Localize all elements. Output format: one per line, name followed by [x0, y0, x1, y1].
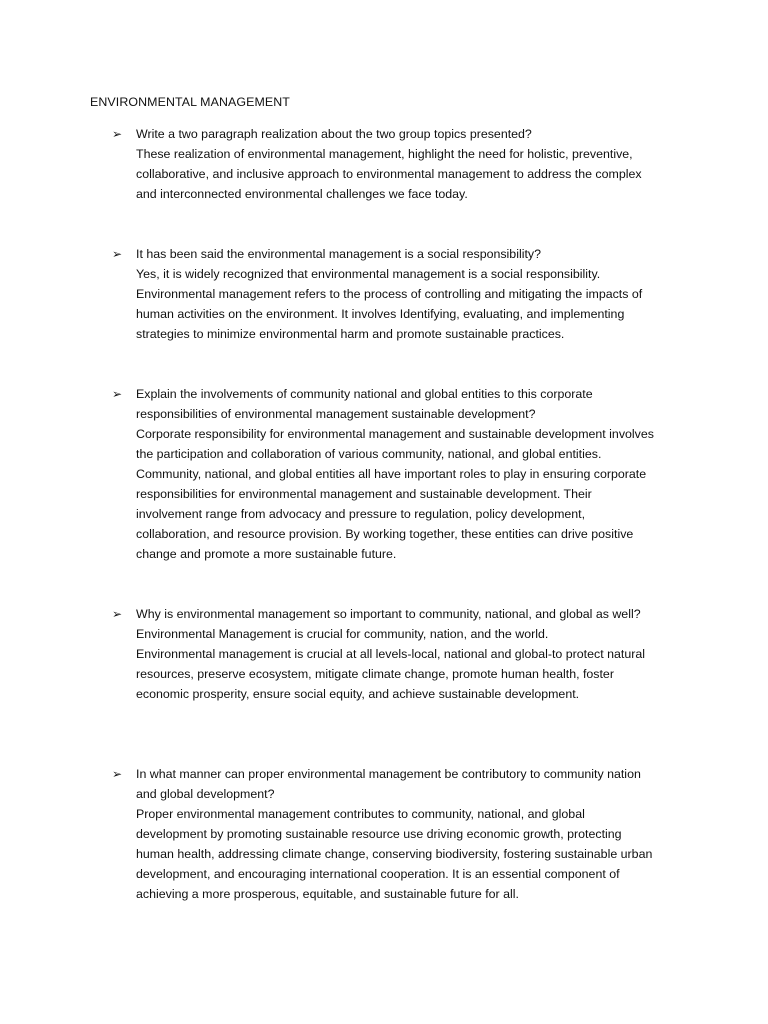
answer-line: These realization of environmental management, highlight the need for holistic, preventive,	[136, 147, 633, 161]
arrow-bullet-icon: ➢	[112, 767, 123, 781]
answer-line: strategies to minimize environmental harm and promote sustainable practices.	[136, 327, 565, 341]
qa-text-2	[136, 244, 684, 344]
answer-line: involvement range from advocacy and pressure to regulation, policy development,	[136, 507, 586, 521]
qa-text-3	[136, 384, 684, 564]
answer-line: the participation and collaboration of various community, national, and global entities.	[136, 447, 602, 461]
answer-line: achieving a more prosperous, equitable, and sustainable future for all.	[136, 887, 519, 901]
answer-line: Environmental management is crucial at all levels-local, national and global-to protect natural	[136, 647, 645, 661]
answer-line: development by promoting sustainable resource use driving economic growth, protecting	[136, 827, 622, 841]
document-title: ENVIRONMENTAL MANAGEMENT	[90, 95, 290, 109]
question-line: In what manner can proper environmental management be contributory to community nation	[136, 767, 641, 781]
answer-line: and interconnected environmental challenges we face today.	[136, 187, 468, 201]
answer-line: human health, addressing climate change, conserving biodiversity, fostering sustainable urban	[136, 847, 653, 861]
qa-text-1	[136, 124, 684, 204]
arrow-bullet-icon: ➢	[112, 247, 123, 261]
answer-line: resources, preserve ecosystem, mitigate climate change, promote human health, foster	[136, 667, 614, 681]
qa-text-5	[136, 764, 684, 904]
qa-text-4	[136, 604, 684, 704]
answer-line: Proper environmental management contributes to community, national, and global	[136, 807, 585, 821]
question-line: Explain the involvements of community national and global entities to this corporate	[136, 387, 593, 401]
answer-line: development, and encouraging international cooperation. It is an essential component of	[136, 867, 620, 881]
answer-line: economic prosperity, ensure social equity, and achieve sustainable development.	[136, 687, 580, 701]
answer-line: Yes, it is widely recognized that environmental management is a social responsibility.	[136, 267, 601, 281]
answer-line: change and promote a more sustainable future.	[136, 547, 397, 561]
answer-line: responsibilities for environmental management and sustainable development. Their	[136, 487, 592, 501]
question-line: responsibilities of environmental management sustainable development?	[136, 407, 536, 421]
question-line: and global development?	[136, 787, 275, 801]
answer-line: Environmental management refers to the process of controlling and mitigating the impacts of	[136, 287, 643, 301]
question-line: Write a two paragraph realization about the two group topics presented?	[136, 127, 532, 141]
arrow-bullet-icon: ➢	[112, 127, 123, 141]
arrow-bullet-icon: ➢	[112, 387, 123, 401]
question-line: It has been said the environmental management is a social responsibility?	[136, 247, 541, 261]
answer-line: Corporate responsibility for environmental management and sustainable development involves	[136, 427, 654, 441]
answer-line: collaborative, and inclusive approach to environmental management to address the complex	[136, 167, 642, 181]
answer-line: Community, national, and global entities all have important roles to play in ensuring corporate	[136, 467, 647, 481]
answer-line: human activities on the environment. It involves Identifying, evaluating, and implementing	[136, 307, 625, 321]
answer-line: collaboration, and resource provision. By working together, these entities can drive positive	[136, 527, 634, 541]
arrow-bullet-icon: ➢	[112, 607, 123, 621]
answer-line: Environmental Management is crucial for community, nation, and the world.	[136, 627, 549, 641]
question-line: Why is environmental management so important to community, national, and global as well?	[136, 607, 641, 621]
